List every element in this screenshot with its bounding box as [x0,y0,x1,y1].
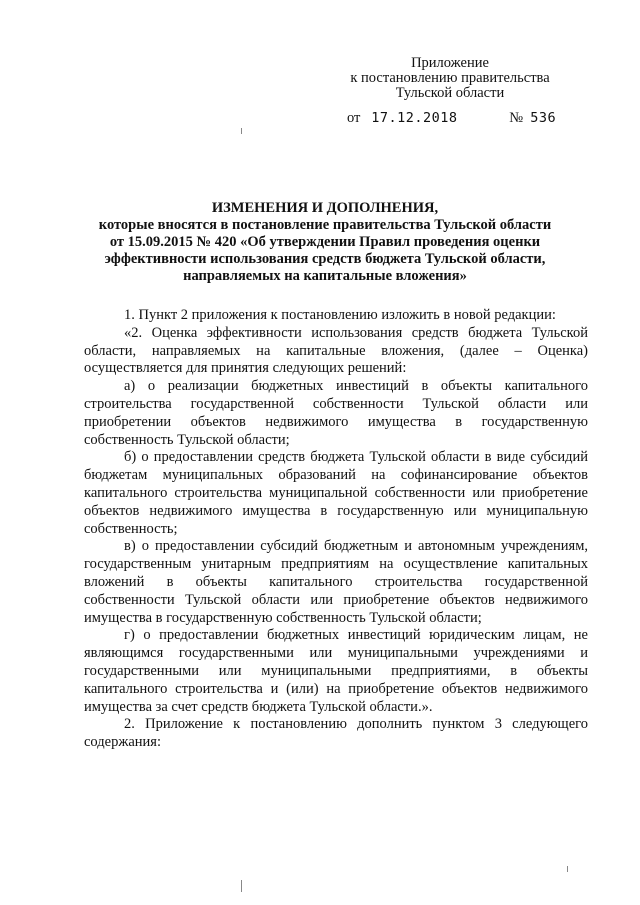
paragraph-1: 1. Пункт 2 приложения к постановлению изложить в новой редакции: [124,307,556,323]
paragraph-item-b: б) о предоставлении средств бюджета Тульской области в виде субсидий бюджетам муниципальных образований на софинансирование объектов капитального строительства муниципальной собственности или приобретение объектов недвижимого имущества в государственную или муниципальную собственность; [84,449,588,537]
title-line-4: эффективности использования средств бюджета Тульской области, [104,251,546,267]
appendix-line-3: Тульской области [395,85,505,101]
resolution-number: 536 [530,110,557,126]
title-line-5: направляемых на капитальные вложения» [183,268,467,284]
paragraph-2: «2. Оценка эффективности использования средств бюджета Тульской области, направляемых на капитальные вложения, (далее – Оценка) осуществляется для принятия следующих решений: [84,324,588,377]
paragraph-item-g: г) о предоставлении бюджетных инвестиций юридическим лицам, не являющимся государственными или муниципальными учреждениями и государственными или муниципальными предприятиями, в объекты капитального строительства и (или) на приобретение объектов недвижимого имущества за счет средств бюджета Тульской области.». [84,627,588,715]
title-line-1: ИЗМЕНЕНИЯ И ДОПОЛНЕНИЯ, [211,200,439,216]
paragraph-item-a: а) о реализации бюджетных инвестиций в объекты капитального строительства государственной собственности Тульской области или приобретении объектов недвижимого имущества в государственную собственность Тульской области; [84,378,588,448]
appendix-line-2: к постановлению правительства [350,70,550,86]
document-title [95,200,555,285]
appendix-line-1: Приложение [411,55,489,71]
resolution-date: 17.12.2018 [371,110,458,126]
paragraph-item-v: в) о предоставлении субсидий бюджетным и автономным учреждениям, государственным унитарным предприятиям на осуществление капитальных вложений в объекты капитального строительства государственной собственности Тульской области или приобретение объектов недвижимого имущества в государственную собственность Тульской области; [84,538,588,626]
title-line-3: от 15.09.2015 № 420 «Об утверждении Правил проведения оценки [109,234,541,250]
number-sign: № [509,110,524,126]
scan-mark [241,128,242,134]
scan-mark [567,866,568,872]
paragraph-2-addition: 2. Приложение к постановлению дополнить пунктом 3 следующего содержания: [84,716,588,751]
date-prefix: от [347,110,361,126]
document-body [84,307,588,752]
date-number-line [347,110,556,127]
title-line-2: которые вносятся в постановление правительства Тульской области [98,217,552,233]
scan-mark [241,880,242,892]
appendix-header [330,56,570,101]
